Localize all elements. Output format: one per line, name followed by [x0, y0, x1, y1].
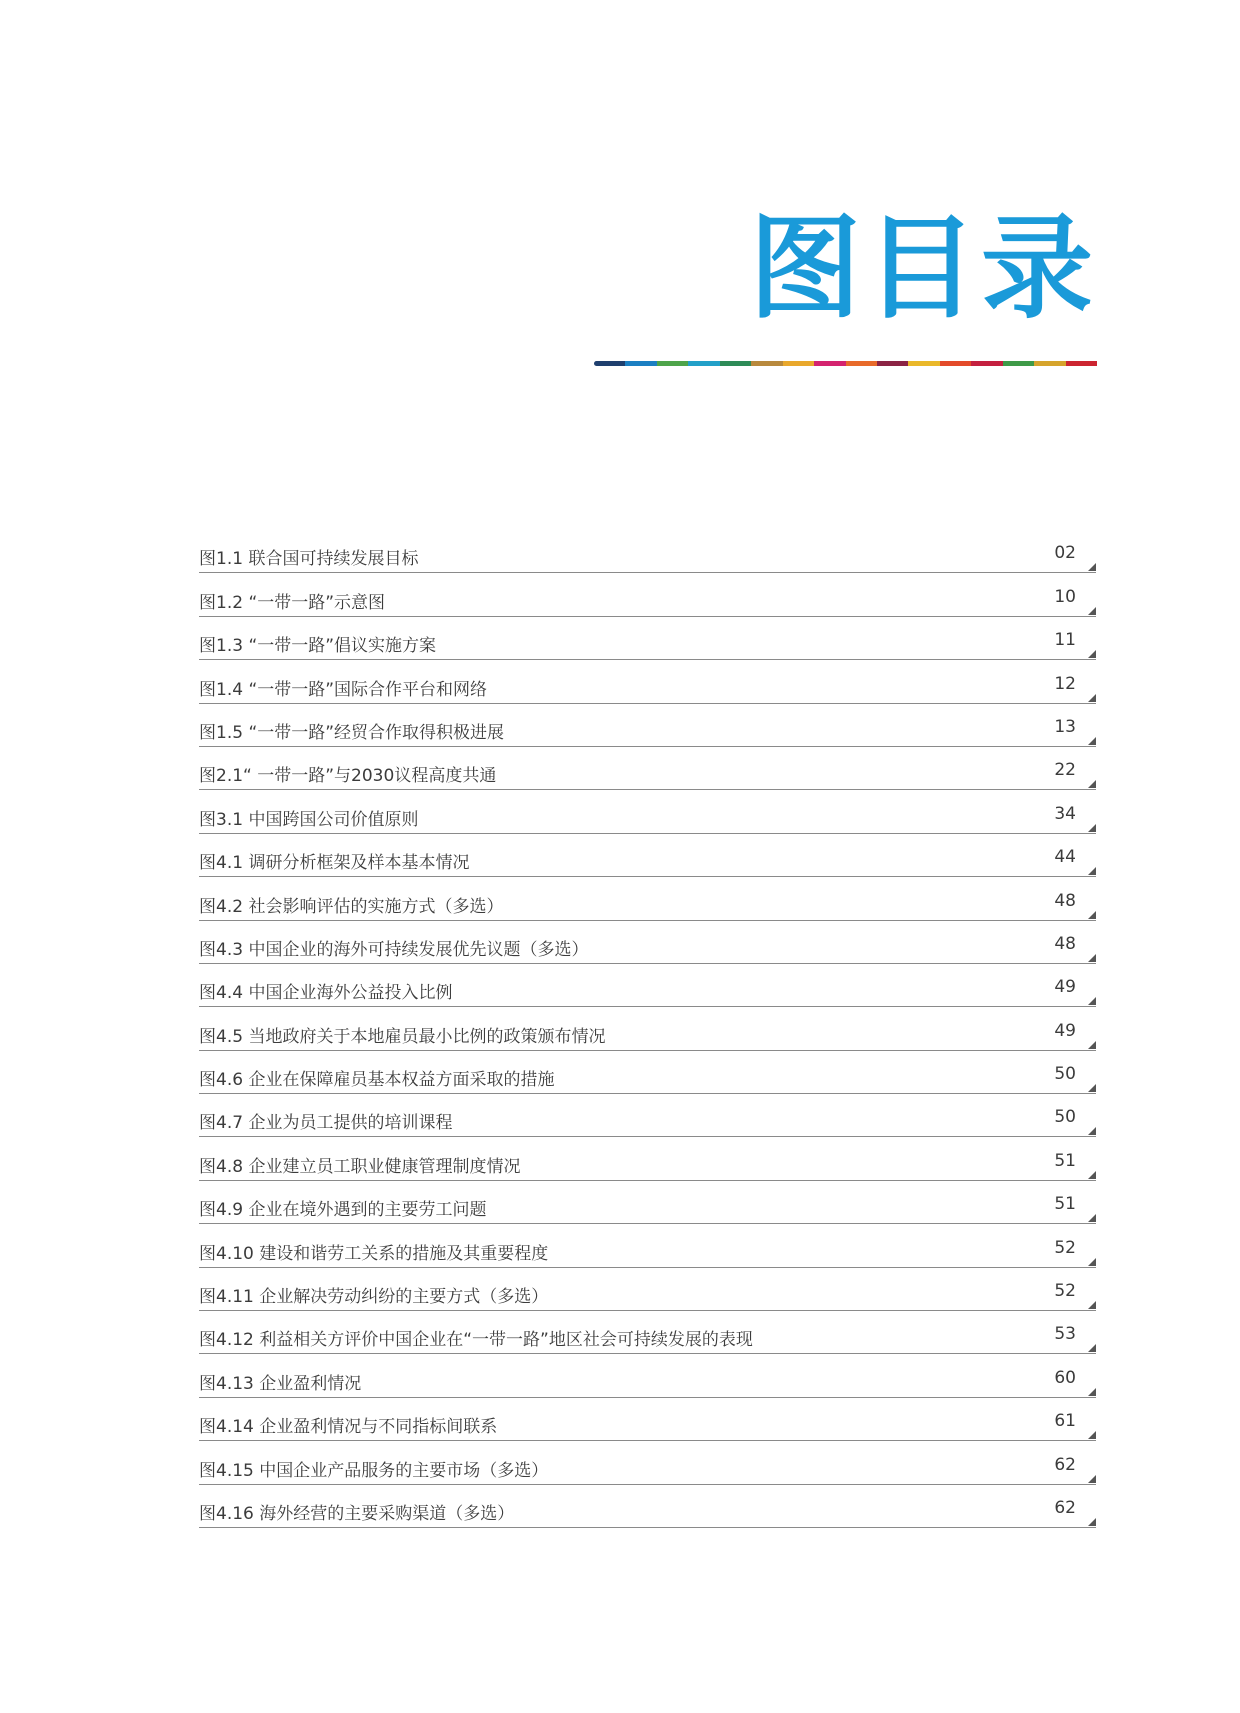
toc-entry-page: 34 — [1054, 803, 1076, 824]
toc-entry-label: 图1.1 联合国可持续发展目标 — [199, 549, 419, 570]
corner-triangle-icon — [1088, 563, 1096, 571]
toc-entry[interactable] — [199, 834, 1096, 877]
corner-triangle-icon — [1088, 650, 1096, 658]
toc-entry-page: 53 — [1054, 1324, 1076, 1345]
toc-entry[interactable] — [199, 1007, 1096, 1050]
toc-entry-page: 60 — [1054, 1367, 1076, 1388]
toc-entry-page: 48 — [1054, 933, 1076, 954]
toc-entry[interactable] — [199, 1485, 1096, 1528]
toc-entry-label: 图4.5 当地政府关于本地雇员最小比例的政策颁布情况 — [199, 1026, 606, 1047]
toc-entry-label: 图2.1“ 一带一路”与2030议程高度共通 — [199, 766, 497, 787]
corner-triangle-icon — [1088, 1518, 1096, 1526]
toc-entry-label: 图1.4 “一带一路”国际合作平台和网络 — [199, 679, 488, 700]
corner-triangle-icon — [1088, 997, 1096, 1005]
toc-entry[interactable] — [199, 1181, 1096, 1224]
corner-triangle-icon — [1088, 1171, 1096, 1179]
toc-entry-label: 图1.3 “一带一路”倡议实施方案 — [199, 636, 437, 657]
corner-triangle-icon — [1088, 780, 1096, 788]
toc-entry[interactable] — [199, 704, 1096, 747]
color-divider-segment — [1003, 361, 1034, 366]
corner-triangle-icon — [1088, 1127, 1096, 1135]
corner-triangle-icon — [1088, 1214, 1096, 1222]
toc-entry[interactable] — [199, 530, 1096, 573]
toc-entry-page: 13 — [1054, 716, 1076, 737]
corner-triangle-icon — [1088, 867, 1096, 875]
toc-entry-page: 52 — [1054, 1281, 1076, 1302]
corner-triangle-icon — [1088, 1258, 1096, 1266]
toc-entry-label: 图4.8 企业建立员工职业健康管理制度情况 — [199, 1156, 521, 1177]
color-divider-segment — [971, 361, 1002, 366]
toc-entry-page: 02 — [1054, 543, 1076, 564]
toc-entry[interactable] — [199, 1051, 1096, 1094]
toc-entry[interactable] — [199, 747, 1096, 790]
toc-entry[interactable] — [199, 921, 1096, 964]
corner-triangle-icon — [1088, 1431, 1096, 1439]
toc-entry-label: 图4.6 企业在保障雇员基本权益方面采取的措施 — [199, 1070, 555, 1091]
toc-entry[interactable] — [199, 1268, 1096, 1311]
toc-entry-label: 图4.10 建设和谐劳工关系的措施及其重要程度 — [199, 1243, 549, 1264]
color-divider-segment — [688, 361, 719, 366]
color-divider-segment — [720, 361, 751, 366]
toc-entry-label: 图4.7 企业为员工提供的培训课程 — [199, 1113, 453, 1134]
corner-triangle-icon — [1088, 1475, 1096, 1483]
toc-entry[interactable] — [199, 964, 1096, 1007]
toc-entry-page: 50 — [1054, 1107, 1076, 1128]
toc-entry-page: 48 — [1054, 890, 1076, 911]
toc-entry-label: 图1.5 “一带一路”经贸合作取得积极进展 — [199, 722, 505, 743]
toc-entry-page: 49 — [1054, 977, 1076, 998]
toc-entry-label: 图4.4 中国企业海外公益投入比例 — [199, 983, 453, 1004]
color-divider-segment — [940, 361, 971, 366]
toc-entry-label: 图1.2 “一带一路”示意图 — [199, 592, 386, 613]
color-divider-segment — [1066, 361, 1097, 366]
toc-entry[interactable] — [199, 790, 1096, 833]
color-divider-segment — [814, 361, 845, 366]
toc-entry-label: 图4.14 企业盈利情况与不同指标间联系 — [199, 1417, 498, 1438]
color-divider-segment — [908, 361, 939, 366]
corner-triangle-icon — [1088, 1344, 1096, 1352]
toc-entry-label: 图4.9 企业在境外遇到的主要劳工问题 — [199, 1200, 487, 1221]
corner-triangle-icon — [1088, 1041, 1096, 1049]
corner-triangle-icon — [1088, 911, 1096, 919]
toc-entry-page: 10 — [1054, 586, 1076, 607]
toc-entry-page: 62 — [1054, 1497, 1076, 1518]
toc-entry-page: 61 — [1054, 1411, 1076, 1432]
toc-entry[interactable] — [199, 1094, 1096, 1137]
color-divider-segment — [625, 361, 656, 366]
toc-entry[interactable] — [199, 573, 1096, 616]
toc-entry-label: 图3.1 中国跨国公司价值原则 — [199, 809, 419, 830]
toc-entry-label: 图4.16 海外经营的主要采购渠道（多选） — [199, 1503, 515, 1524]
corner-triangle-icon — [1088, 1388, 1096, 1396]
toc-entry[interactable] — [199, 1224, 1096, 1267]
color-divider-segment — [1034, 361, 1065, 366]
toc-entry[interactable] — [199, 1311, 1096, 1354]
toc-entry-page: 49 — [1054, 1020, 1076, 1041]
toc-entry-page: 50 — [1054, 1064, 1076, 1085]
color-divider-segment — [657, 361, 688, 366]
toc-entry-page: 11 — [1054, 630, 1076, 651]
corner-triangle-icon — [1088, 824, 1096, 832]
corner-triangle-icon — [1088, 1084, 1096, 1092]
corner-triangle-icon — [1088, 694, 1096, 702]
corner-triangle-icon — [1088, 954, 1096, 962]
figure-list — [199, 530, 1096, 1528]
toc-entry-page: 51 — [1054, 1194, 1076, 1215]
toc-entry-label: 图4.3 中国企业的海外可持续发展优先议题（多选） — [199, 939, 589, 960]
toc-entry-label: 图4.15 中国企业产品服务的主要市场（多选） — [199, 1460, 549, 1481]
toc-entry-page: 12 — [1054, 673, 1076, 694]
toc-entry-page: 51 — [1054, 1150, 1076, 1171]
toc-entry-page: 44 — [1054, 847, 1076, 868]
page-title: 图目录 — [749, 204, 1097, 334]
toc-entry-page: 52 — [1054, 1237, 1076, 1258]
color-divider-segment — [594, 361, 625, 366]
corner-triangle-icon — [1088, 1301, 1096, 1309]
toc-entry[interactable] — [199, 1398, 1096, 1441]
toc-entry-page: 62 — [1054, 1454, 1076, 1475]
corner-triangle-icon — [1088, 607, 1096, 615]
color-divider-segment — [751, 361, 782, 366]
toc-entry[interactable] — [199, 1354, 1096, 1397]
toc-entry[interactable] — [199, 1137, 1096, 1180]
color-divider-segment — [877, 361, 908, 366]
toc-entry-label: 图4.1 调研分析框架及样本基本情况 — [199, 853, 470, 874]
toc-entry[interactable] — [199, 1441, 1096, 1484]
toc-entry-label: 图4.13 企业盈利情况 — [199, 1373, 362, 1394]
corner-triangle-icon — [1088, 737, 1096, 745]
toc-entry[interactable] — [199, 877, 1096, 920]
toc-entry-page: 22 — [1054, 760, 1076, 781]
toc-entry[interactable] — [199, 660, 1096, 703]
color-divider-segment — [846, 361, 877, 366]
toc-entry-label: 图4.12 利益相关方评价中国企业在“一带一路”地区社会可持续发展的表现 — [199, 1330, 753, 1351]
color-divider — [594, 361, 1097, 366]
toc-entry-label: 图4.11 企业解决劳动纠纷的主要方式（多选） — [199, 1287, 549, 1308]
toc-entry[interactable] — [199, 617, 1096, 660]
color-divider-segment — [783, 361, 814, 366]
toc-entry-label: 图4.2 社会影响评估的实施方式（多选） — [199, 896, 504, 917]
